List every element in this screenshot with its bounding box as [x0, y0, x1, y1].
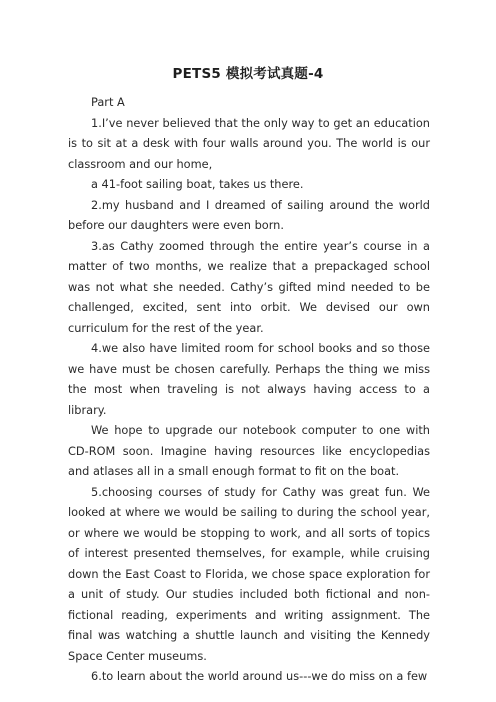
paragraph-5: 5.choosing courses of study for Cathy was great fun. We looked at where we would be sailing to during the school year, or where we would be stopping to work, and all sorts of topics of interest presented themselves, for example, while cruising down the East Coast to Florida, we chose space exploration for a unit of study. Our studies included both fictional and non-fictional reading, experiments and writing assignment. The final was watching a shuttle launch and visiting the Kennedy Space Center museums. — [68, 484, 430, 663]
paragraph-1: 1.I’ve never believed that the only way to get an education is to sit at a desk with four walls around you. The world is our classroom and our home, — [68, 115, 430, 171]
paragraph-part-a: Part A — [91, 95, 125, 109]
paragraph-2: 2.my husband and I dreamed of sailing around the world before our daughters were even born. — [68, 197, 430, 232]
paragraph-6: 6.to learn about the world around us---we do miss on a few — [91, 669, 428, 683]
paragraph-4-continued: We hope to upgrade our notebook computer to one with CD-ROM soon. Imagine having resources like encyclopedias and atlases all in a small enough format to fit on the boat. — [68, 423, 430, 478]
document-body — [68, 92, 430, 687]
paragraph-4: 4.we also have limited room for school books and so those we have must be chosen carefully. Perhaps the thing we miss the most when traveling is not always having access to a library. — [68, 341, 430, 417]
paragraph-3: 3.as Cathy zoomed through the entire year’s course in a matter of two months, we realize that a prepackaged school was not what she needed. Cathy’s gifted mind needed to be challenged, excited, sent into orbit. We devised our own curriculum for the rest of the year. — [68, 238, 430, 335]
paragraph-1-continued: a 41-foot sailing boat, takes us there. — [91, 177, 304, 191]
document-title: PETS5 模拟考试真题-4 — [172, 66, 324, 82]
